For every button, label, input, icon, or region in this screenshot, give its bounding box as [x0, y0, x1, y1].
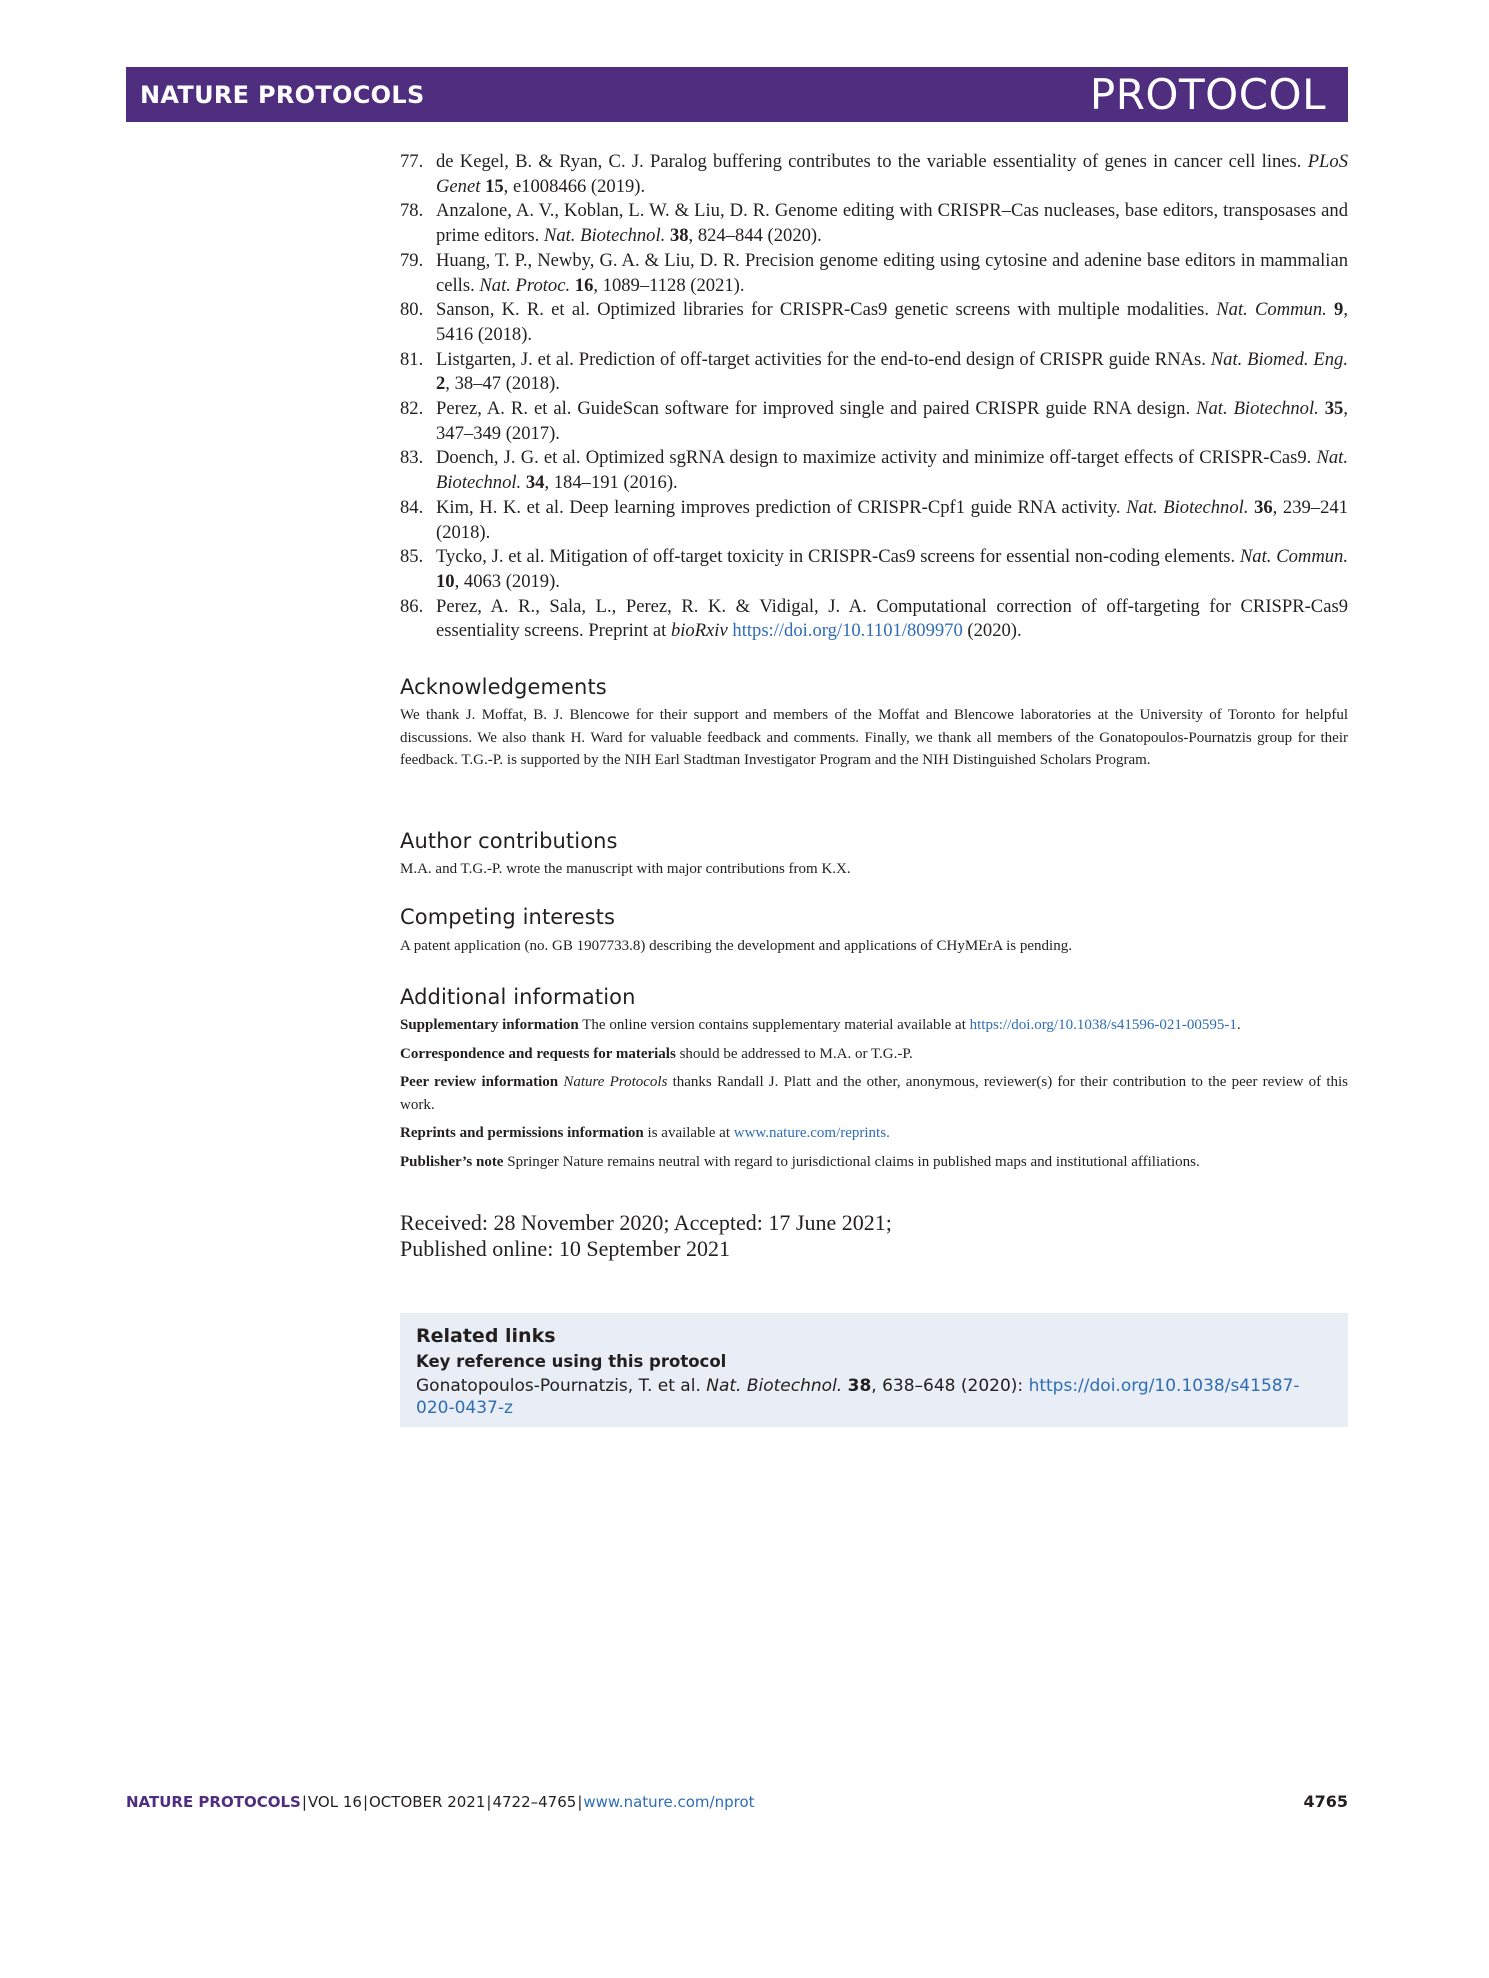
- reference-journal: PLoS Genet: [436, 151, 1348, 197]
- citation-pages: , 638–648 (2020):: [871, 1376, 1029, 1396]
- supplementary-label: Supplementary information: [400, 1017, 579, 1033]
- footer-url[interactable]: www.nature.com/nprot: [583, 1793, 755, 1811]
- reference-number: 80.: [400, 299, 424, 321]
- supplementary-end: .: [1236, 1017, 1241, 1033]
- reference-journal: Nat. Biotechnol.: [1196, 398, 1319, 420]
- peer-review-label: Peer review information: [400, 1074, 559, 1090]
- reference-number: 83.: [400, 447, 424, 469]
- reference-journal: Nat. Biomed. Eng.: [1210, 348, 1349, 370]
- reference-item: [400, 249, 1348, 298]
- reference-pages: , 184–191 (2016).: [544, 472, 678, 494]
- reference-number: 86.: [400, 595, 424, 617]
- reference-pages: , 1089–1128 (2021).: [593, 274, 745, 296]
- reference-text: Kim, H. K. et al. Deep learning improves prediction of CRISPR-Cpf1 guide RNA activity.: [436, 496, 1127, 518]
- reference-text: Listgarten, J. et al. Prediction of off-target activities for the end-to-end design of CRISPR guide RNAs.: [436, 348, 1211, 370]
- competing-interests-text: A patent application (no. GB 1907733.8) describing the development and applications of CHyMErA is pending.: [400, 938, 1072, 954]
- reference-volume: 38: [669, 225, 689, 247]
- reference-text: Anzalone, A. V., Koblan, L. W. & Liu, D. R. Genome editing with CRISPR–Cas nucleases, base editors, transposases and prime editors.: [436, 200, 1348, 247]
- citation-volume: 38: [847, 1376, 872, 1396]
- footer-volume: VOL 16: [307, 1793, 362, 1811]
- peer-review-journal: Nature Protocols: [563, 1074, 668, 1090]
- author-contributions-heading: Author contributions: [400, 829, 618, 853]
- publisher-label: Publisher’s note: [400, 1154, 504, 1170]
- journal-header-bar: [126, 67, 1348, 122]
- related-links-citation: [416, 1375, 1336, 1419]
- reference-number: 77.: [400, 151, 424, 172]
- reference-item: [400, 545, 1348, 594]
- acknowledgements-heading: Acknowledgements: [400, 675, 607, 699]
- footer-journal: NATURE PROTOCOLS: [126, 1793, 301, 1811]
- reference-link[interactable]: https://doi.org/10.1101/809970: [732, 620, 963, 642]
- reference-volume: 2: [436, 373, 446, 395]
- reference-pages: , 38–47 (2018).: [445, 373, 560, 395]
- reference-item: [400, 298, 1348, 347]
- reprints-label: Reprints and permissions information: [400, 1125, 644, 1141]
- reference-volume: 15: [485, 175, 504, 197]
- reference-text: Sanson, K. R. et al. Optimized libraries for CRISPR-Cas9 genetic screens with multiple modalities.: [436, 299, 1217, 321]
- supplementary-text: The online version contains supplementary material available at: [578, 1017, 970, 1033]
- section-label: PROTOCOL: [1089, 70, 1326, 119]
- reference-number: 82.: [400, 398, 424, 420]
- competing-interests-heading: Competing interests: [400, 905, 616, 929]
- reference-text: de Kegel, B. & Ryan, C. J. Paralog buffering contributes to the variable essentiality of genes in cancer cell lines.: [436, 151, 1308, 172]
- reference-text: Perez, A. R., Sala, L., Perez, R. K. & Vidigal, J. A. Computational correction of off-targeting for CRISPR-Cas9 essentiality screens. Preprint at: [436, 595, 1348, 642]
- reference-journal: Nat. Commun.: [1239, 546, 1348, 568]
- publisher-note: [400, 1151, 1348, 1174]
- reference-year: (2020).: [962, 620, 1022, 642]
- acknowledgements-text: We thank J. Moffat, B. J. Blencowe for their support and members of the Moffat and Blencowe laboratories at the University of Toronto for helpful discussions. We also thank H. Ward for valuable feedback and comments. Finally, we thank all members of the Gonatopoulos-Pournatzis group for their feedback. T.G.-P. is supported by the NIH Earl Stadtman Investigator Program and the NIH Distinguished Scholars Program.: [400, 707, 1348, 769]
- reference-volume: 34: [525, 472, 545, 494]
- reference-journal: Nat. Biotechnol.: [543, 225, 666, 247]
- reference-journal: Nat. Biotechnol.: [1126, 496, 1249, 518]
- reference-text: Doench, J. G. et al. Optimized sgRNA design to maximize activity and minimize off-target effects of CRISPR-Cas9.: [436, 447, 1317, 469]
- related-links-title: Related links: [416, 1325, 556, 1347]
- reference-number: 85.: [400, 546, 424, 568]
- reference-pages: , 239–241 (2018).: [436, 496, 1348, 543]
- footer-separator: |: [486, 1793, 492, 1811]
- reference-pages: , 5416 (2018).: [436, 299, 1348, 345]
- reference-volume: 36: [1254, 496, 1273, 518]
- reference-item: [400, 397, 1348, 446]
- reference-volume: 35: [1324, 398, 1344, 420]
- page-footer: [126, 1793, 755, 1811]
- reference-text: Huang, T. P., Newby, G. A. & Liu, D. R. Precision genome editing using cytosine and adenine base editors in mammalian cells.: [436, 249, 1348, 296]
- reference-number: 79.: [400, 249, 424, 271]
- supplementary-information: [400, 1014, 1348, 1037]
- correspondence-info: [400, 1043, 1348, 1066]
- reprints-info: [400, 1122, 1348, 1145]
- reference-item: [400, 496, 1348, 545]
- reference-journal: Nat. Commun.: [1216, 299, 1327, 321]
- page-number: 4765: [1303, 1792, 1348, 1811]
- reference-volume: 9: [1334, 299, 1344, 321]
- reference-list: [400, 150, 1348, 644]
- author-contributions-text: M.A. and T.G.-P. wrote the manuscript with major contributions from K.X.: [400, 861, 851, 877]
- related-links-subtitle: Key reference using this protocol: [416, 1352, 727, 1371]
- received-accepted-dates: Received: 28 November 2020; Accepted: 17 June 2021;: [400, 1210, 892, 1235]
- reference-item: [400, 446, 1348, 495]
- footer-date: OCTOBER 2021: [369, 1793, 486, 1811]
- reference-journal: Nat. Protoc.: [479, 274, 571, 296]
- reference-pages: , e1008466 (2019).: [503, 175, 646, 197]
- supplementary-link[interactable]: https://doi.org/10.1038/s41596-021-00595-1: [969, 1017, 1237, 1033]
- related-links-box: [400, 1313, 1348, 1427]
- reference-number: 84.: [400, 496, 424, 518]
- citation-link[interactable]: https://doi.org/10.1038/s41587-020-0437-z: [416, 1376, 1300, 1418]
- reference-item: [400, 150, 1348, 199]
- reference-item: [400, 348, 1348, 397]
- peer-review-text: thanks Randall J. Platt and the other, anonymous, reviewer(s) for their contribution to the peer review of this work.: [400, 1074, 1349, 1113]
- reference-text: Perez, A. R. et al. GuideScan software for improved single and paired CRISPR guide RNA design.: [436, 398, 1197, 420]
- reprints-link[interactable]: www.nature.com/reprints.: [733, 1125, 890, 1141]
- reference-number: 78.: [400, 200, 424, 222]
- reference-pages: , 347–349 (2017).: [436, 398, 1348, 444]
- peer-review-info: [400, 1071, 1348, 1116]
- publisher-text: Springer Nature remains neutral with regard to jurisdictional claims in published maps and institutional affiliations.: [503, 1154, 1200, 1170]
- footer-separator: |: [301, 1793, 307, 1811]
- reference-item: [400, 595, 1348, 644]
- reference-journal: bioRxiv: [670, 620, 728, 642]
- journal-name: NATURE PROTOCOLS: [140, 81, 425, 109]
- reference-volume: 16: [574, 274, 594, 296]
- reprints-text: is available at: [643, 1125, 734, 1141]
- published-online-date: Published online: 10 September 2021: [400, 1236, 730, 1261]
- reference-item: [400, 199, 1348, 248]
- citation-journal: Nat. Biotechnol.: [706, 1376, 843, 1396]
- citation-authors: Gonatopoulos-Pournatzis, T. et al.: [416, 1376, 707, 1396]
- article-dates: [400, 1210, 892, 1262]
- reference-number: 81.: [400, 348, 424, 370]
- additional-information-heading: Additional information: [400, 985, 636, 1009]
- reference-volume: 10: [436, 570, 455, 592]
- footer-pages: 4722–4765: [492, 1793, 577, 1811]
- correspondence-label: Correspondence and requests for materials: [400, 1046, 676, 1062]
- footer-separator: |: [362, 1793, 368, 1811]
- reference-text: Tycko, J. et al. Mitigation of off-target toxicity in CRISPR-Cas9 screens for essential non-coding elements.: [436, 546, 1240, 568]
- correspondence-text: should be addressed to M.A. or T.G.-P.: [675, 1046, 913, 1062]
- reference-pages: , 824–844 (2020).: [688, 225, 822, 247]
- reference-journal: Nat. Biotechnol.: [436, 447, 1348, 494]
- footer-separator: |: [577, 1793, 583, 1811]
- reference-pages: , 4063 (2019).: [454, 570, 560, 592]
